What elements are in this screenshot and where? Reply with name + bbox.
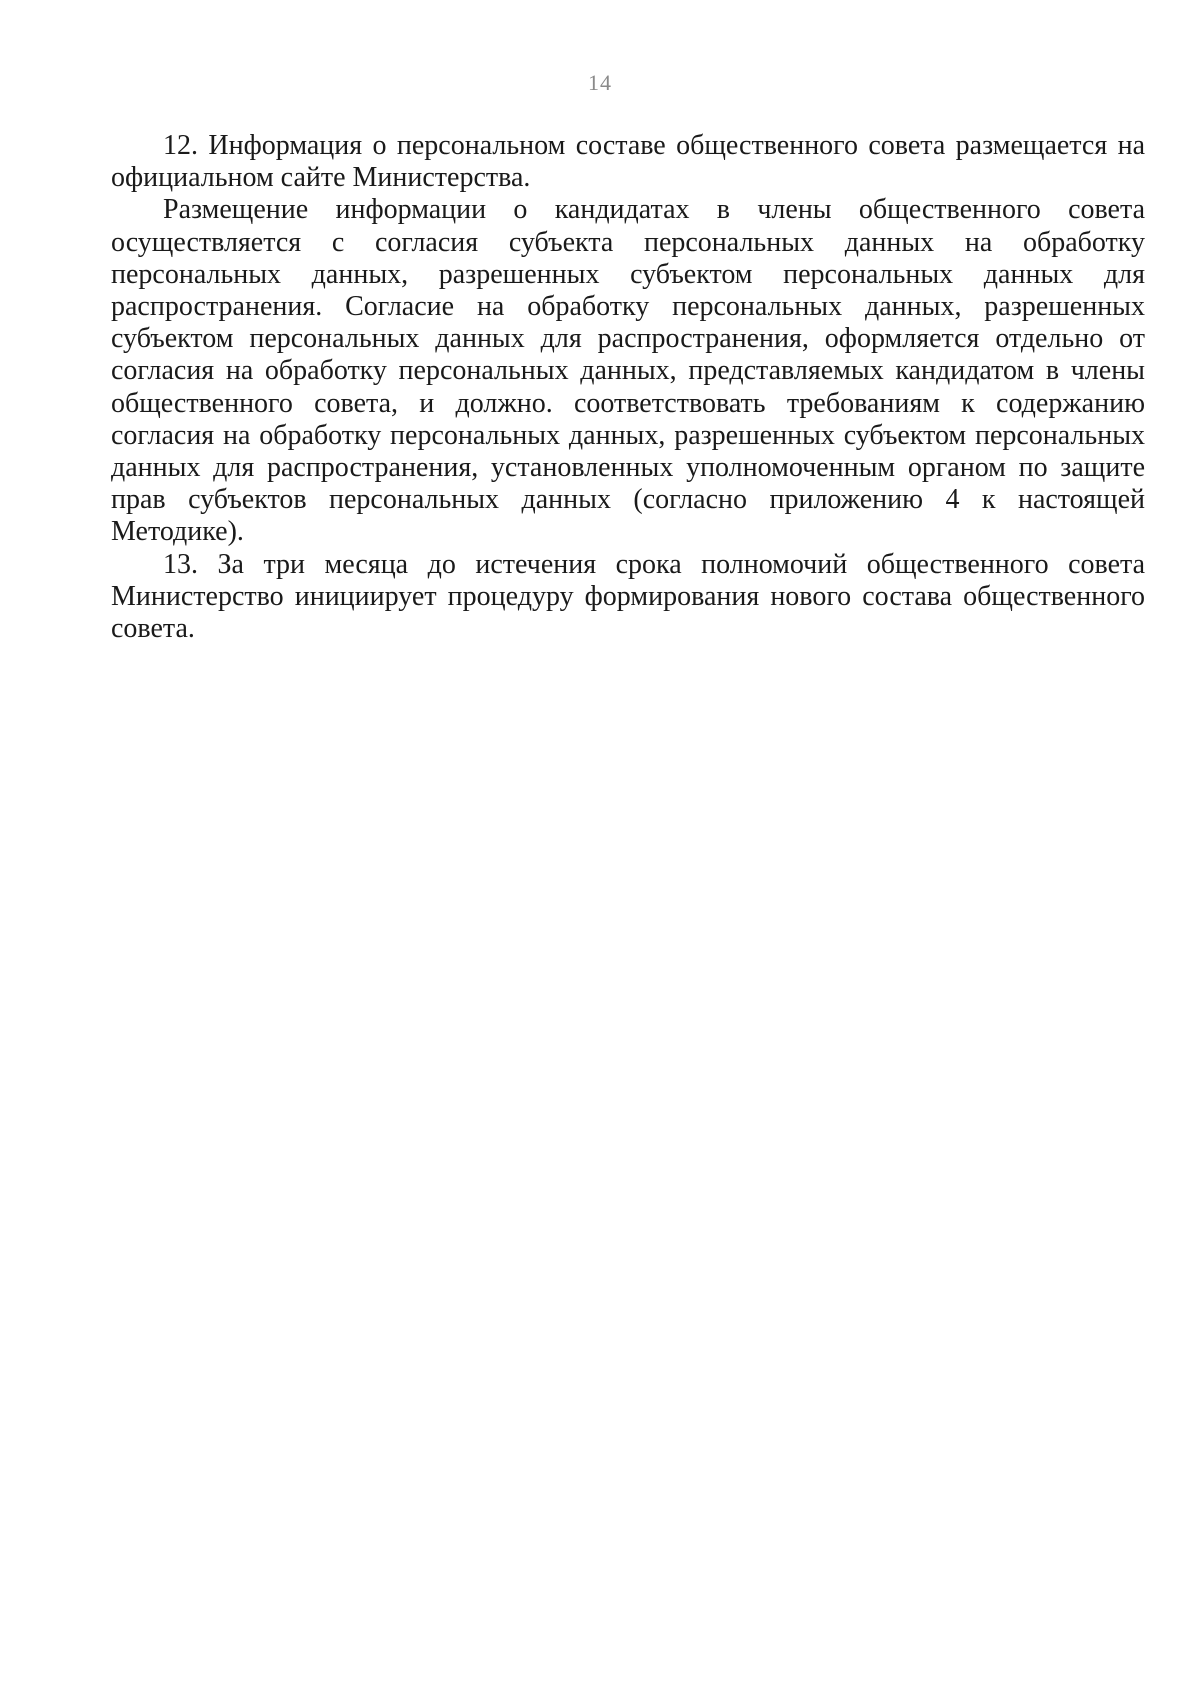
paragraph-candidate-info: Размещение информации о кандидатах в члены общественного совета осуществляется с согласия субъекта персональных данных на обработку персональных данных, разрешенных субъектом персональных данных для распространения. Согласие на обработку персональных данных, разрешенных субъектом персональных данных для распространения, оформляется отдельно от согласия на обработку персональных данных, представляемых кандидатом в члены общественного совета, и должно. соответствовать требованиям к содержанию согласия на обработку персональных данных, разрешенных субъектом персональных данных для распространения, установленных уполномоченным органом по защите прав субъектов персональных данных (согласно приложению 4 к настоящей Методике). [111,194,1145,548]
paragraph-item-12: 12. Информация о персональном составе общественного совета размещается на официальном сайте Министерства. [111,130,1145,194]
page-number: 14 [588,70,612,95]
paragraph-item-13: 13. За три месяца до истечения срока полномочий общественного совета Министерство инициирует процедуру формирования нового состава общественного совета. [111,548,1145,645]
document-body [111,130,1145,645]
